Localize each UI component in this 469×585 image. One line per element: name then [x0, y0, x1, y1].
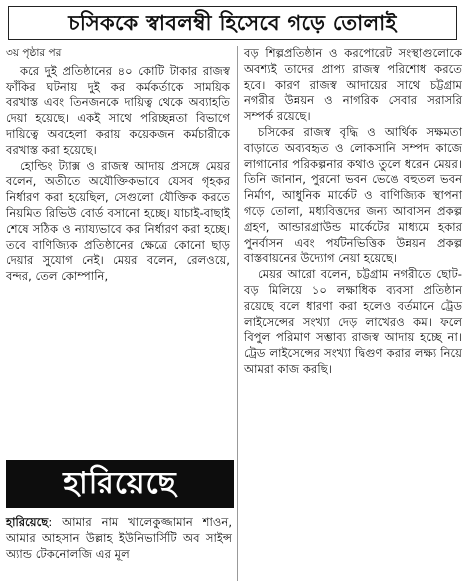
left-paragraph: হোল্ডিং ট্যাক্স ও রাজস্ব আদায় প্রসঙ্গে মেয়র বলেন, অতীতে অযৌক্তিকভাবে যেসব গৃহকর নির্ধারণ করা হয়েছিল, সেগুলো যৌক্তিক করতে নিয়মিত রিভিউ বোর্ড বসানো হচ্ছে। যাচাই-বাছাই শেষে সঠিক ও ন্যায্যভাবে কর নির্ধারণ করা হচ্ছে। তবে বাণিজ্যিক প্রতিষ্ঠানের ক্ষেত্রে কোনো ছাড় দেয়ার সুযোগ নেই। মেয়র বলেন, রেলওয়ে, বন্দর, তেল কোম্পানি,	[6, 158, 230, 284]
lost-notice-text	[6, 514, 232, 562]
left-paragraph: করে দুই প্রতিষ্ঠানের ৪০ কোটি টাকার রাজস্ব ফাঁকির ঘটনায় দুই কর কর্মকর্তাকে সাময়িক বরখাস্ত এবং তিনজনকে দায়িত্ব থেকে অব্যাহতি দেয়া হয়েছে। একই সাথে পরিচ্ছন্নতা বিভাগে দায়িত্বে অবহেলা করায় কয়েকজন কর্মচারীকে বরখাস্ত করা হয়েছে।	[6, 63, 230, 157]
right-paragraph: মেয়র আরো বলেন, চট্টগ্রাম নগরীতে ছোট-বড় মিলিয়ে ১০ লক্ষাধিক ব্যবসা প্রতিষ্ঠান রয়েছে বলে ধারণা করা হলেও বর্তমানে ট্রেড লাইসেন্সের সংখ্যা দেড় লাখেরও কম। ফলে বিপুল পরিমাণ সম্ভাব্য রাজস্ব আদায় হচ্ছে না। ট্রেড লাইসেন্সের সংখ্যা দ্বিগুণ করার লক্ষ্য নিয়ে আমরা কাজ করছি।	[244, 267, 462, 376]
lost-notice-label: হারিয়েছে	[6, 515, 49, 529]
lost-notice-body: : আমার নাম খালেকুজ্জামান শাওন, আমার আহসান উল্লাহ ইউনিভার্সিটি অব সাইন্স অ্যান্ড টেকনোলজি এর মূল	[6, 515, 232, 561]
lost-notice-banner	[6, 460, 234, 508]
headline: চসিককে স্বাবলম্বী হিসেবে গড়ে তোলাই	[68, 10, 397, 35]
right-column	[244, 46, 462, 378]
right-paragraph: বড় শিল্পপ্রতিষ্ঠান ও করপোরেট সংস্থাগুলোকে অবশ্যই তাদের প্রাপ্য রাজস্ব পরিশোধ করতে হবে। কারণ রাজস্ব আদায়ের সাথে চট্টগ্রাম নগরীর উন্নয়ন ও নাগরিক সেবার সরাসরি সম্পর্ক রয়েছে।	[244, 46, 462, 124]
continued-from-label: ৩য় পৃষ্ঠার পর	[6, 47, 62, 59]
headline-box	[8, 6, 457, 40]
right-paragraph: চসিকের রাজস্ব বৃদ্ধি ও আর্থিক সক্ষমতা বাড়াতে অব্যবহৃত ও লোকসানি সম্পদ কাজে লাগানোর পরিকল্পনার কথাও তুলে ধরেন মেয়র। তিনি জানান, পুরনো ভবন ভেঙে বহুতল ভবন নির্মাণ, আধুনিক মার্কেট ও বাণিজ্যিক স্থাপনা গড়ে তোলা, মধ্যবিত্তদের জন্য আবাসন প্রকল্প গ্রহণ, আন্ডারগ্রাউন্ড মার্কেটের মাধ্যমে হকার পুনর্বাসন এবং পর্যটনভিত্তিক উন্নয়ন প্রকল্প বাস্তবায়নের উদ্যোগ নেয়া হয়েছে।	[244, 124, 462, 266]
left-column	[6, 46, 230, 285]
lost-notice-banner-text: হারিয়েছে	[63, 466, 177, 501]
column-divider	[237, 46, 238, 581]
